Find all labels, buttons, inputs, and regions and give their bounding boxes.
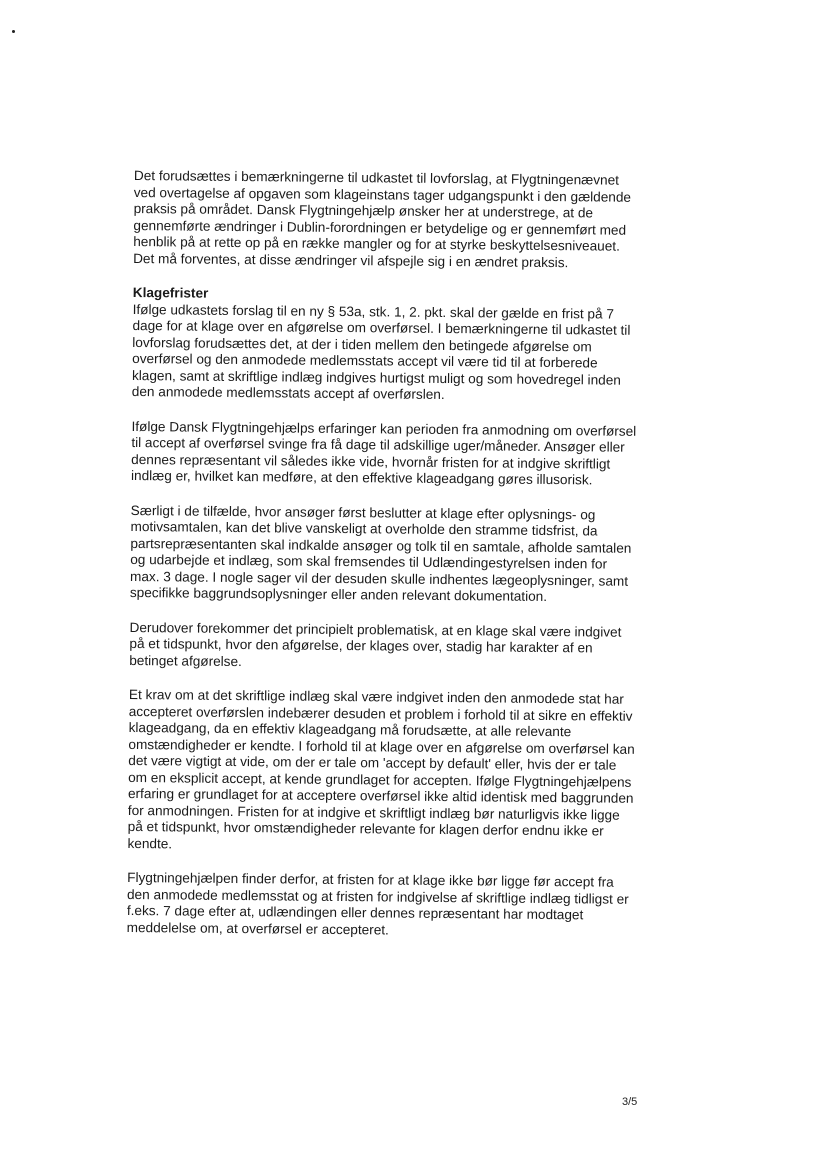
paragraph-4: Derudover forekommer det principielt problematisk, at en klage skal være indgivet på et tidspunkt, hvor den afgørelse, der klages over, stadig har karakter af en betinget afgørelse. [129, 619, 622, 669]
section-klagefrister [132, 285, 643, 405]
paragraph-1: Ifølge udkastets forslag til en ny § 53a, stk. 1, 2. pkt. skal der gælde en frist på 7 dage for at klage over en afgørelse om overførsel. I bemærkningerne til udkastet til lovforslag forudsættes det, at der i tiden mellem den betingede afgørelse om overførsel og den anmodede medlemsstats accept vil være tid til at forberede klagen, samt at skriftlige indlæg indgives hurtigst muligt og som hovedregel inden den anmodede medlemsstats accept af overførslen. [131, 301, 631, 402]
document-body [126, 168, 644, 959]
paragraph-2: Ifølge Dansk Flygtningehjælps erfaringer kan perioden fra anmodning om overførsel til accept af overførsel svinge fra få dage til adskillige uger/måneder. Ansøger eller dennes repræsentant vil således ikke vide, hvornår fristen for at indgive skriftligt indlæg er, hvilket kan medføre, at den effektive klageadgang gøres illusorisk. [130, 418, 637, 488]
intro-paragraph: Det forudsættes i bemærkningerne til udkastet til lovforslag, at Flygtningenævnet ved overtagelse af opgaven som klageinstans tager udgangspunkt i den gældende praksis på området. Dansk Flygtningehjælp ønsker her at understrege, at de gennemførte ændringer i Dublin-forordningen er betydelige og er gennemført med henblik på at rette op på en række mangler og for at styrke beskyttelsesniveauet. Det må forventes, at disse ændringer vil afspejle sig i en ændret praksis. [133, 168, 632, 270]
paragraph-3: Særligt i de tilfælde, hvor ansøger først beslutter at klage efter oplysnings- og motivsamtalen, kan det blive vanskeligt at overholde den stramme tidsfrist, da partsrepræsentanten skal indkalde ansøger og tolk til en samtale, afholde samtalen og udarbejde et indlæg, som skal fremsendes til Udlændingestyrelsen inden for max. 3 dage. I nogle sager vil der desuden skulle indhentes lægeoplysninger, samt specifikke baggrundsoplysninger eller anden relevant dokumentation. [129, 502, 632, 604]
scan-speck [12, 30, 15, 33]
page-number: 3/5 [622, 1096, 638, 1108]
section-heading: Klagefrister [132, 284, 209, 301]
paragraph-5: Et krav om at det skriftlige indlæg skal være indgivet inden den anmodede stat har accepteret overførslen indebærer desuden et problem i forhold til at sikre en effektiv klageadgang, da en effektiv klageadgang må forudsætte, at alle relevante omstændigheder er kendte. I forhold til at klage over en afgørelse om overførsel kan det være vigtigt at vide, om der er tale om 'accept by default' eller, hvis der er tale om en eksplicit accept, at kende grundlaget for accepten. Ifølge Flygtningehjælpens erfaring er grundlaget for at acceptere overførsel ikke altid identisk med baggrunden for anmodningen. Fristen for at indgive et skriftligt indlæg bør naturligvis ikke ligge på et tidspunkt, hvor omstændigheder relevante for klagen derfor endnu ikke er kendte. [127, 686, 635, 851]
paragraph-6: Flygtningehjælpen finder derfor, at fristen for at klage ikke bør ligge før accept fra den anmodede medlemsstat og at fristen for indgivelse af skriftlige indlæg tidligst er f.eks. 7 dage efter at, udlændingen eller dennes repræsentant har modtaget meddelelse om, at overførsel er accepteret. [126, 869, 629, 937]
